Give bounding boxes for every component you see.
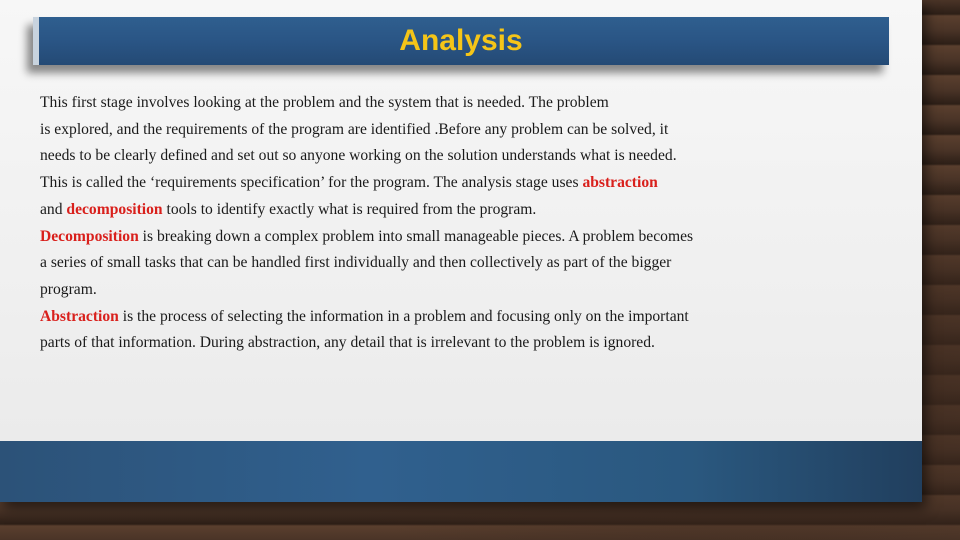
term-decomposition: Decomposition [40, 227, 139, 245]
text-line: is explored, and the requirements of the program are identified .Before any problem can be solved, it [40, 120, 669, 138]
text-line: is breaking down a complex problem into small manageable pieces. A problem becomes [138, 227, 694, 245]
text-line: and [40, 200, 67, 218]
text-line: tools to identify exactly what is required from the program. [162, 200, 537, 218]
highlight-decomposition: decomposition [66, 200, 163, 218]
text-line: a series of small tasks that can be handled first individually and then collectively as part of the bigger [40, 254, 672, 272]
footer-band [0, 441, 922, 502]
text-line: program. [40, 280, 97, 298]
paragraph-decomposition [40, 224, 890, 304]
paragraph-abstraction [40, 304, 890, 357]
text-line: needs to be clearly defined and set out so anyone working on the solution understands what is needed. [40, 147, 677, 165]
text-line: is the process of selecting the information in a problem and focusing only on the important [118, 307, 689, 325]
title-bar [33, 17, 889, 65]
body-text [40, 90, 890, 357]
slide-title: Analysis [399, 24, 523, 57]
paragraph-analysis [40, 90, 890, 224]
text-line: parts of that information. During abstraction, any detail that is irrelevant to the problem is ignored. [40, 334, 655, 352]
term-abstraction: Abstraction [40, 307, 119, 325]
text-line: This is called the ‘requirements specification’ for the program. The analysis stage uses [40, 174, 583, 192]
highlight-abstraction: abstraction [582, 174, 658, 192]
text-line: This first stage involves looking at the problem and the system that is needed. The problem [40, 94, 609, 111]
